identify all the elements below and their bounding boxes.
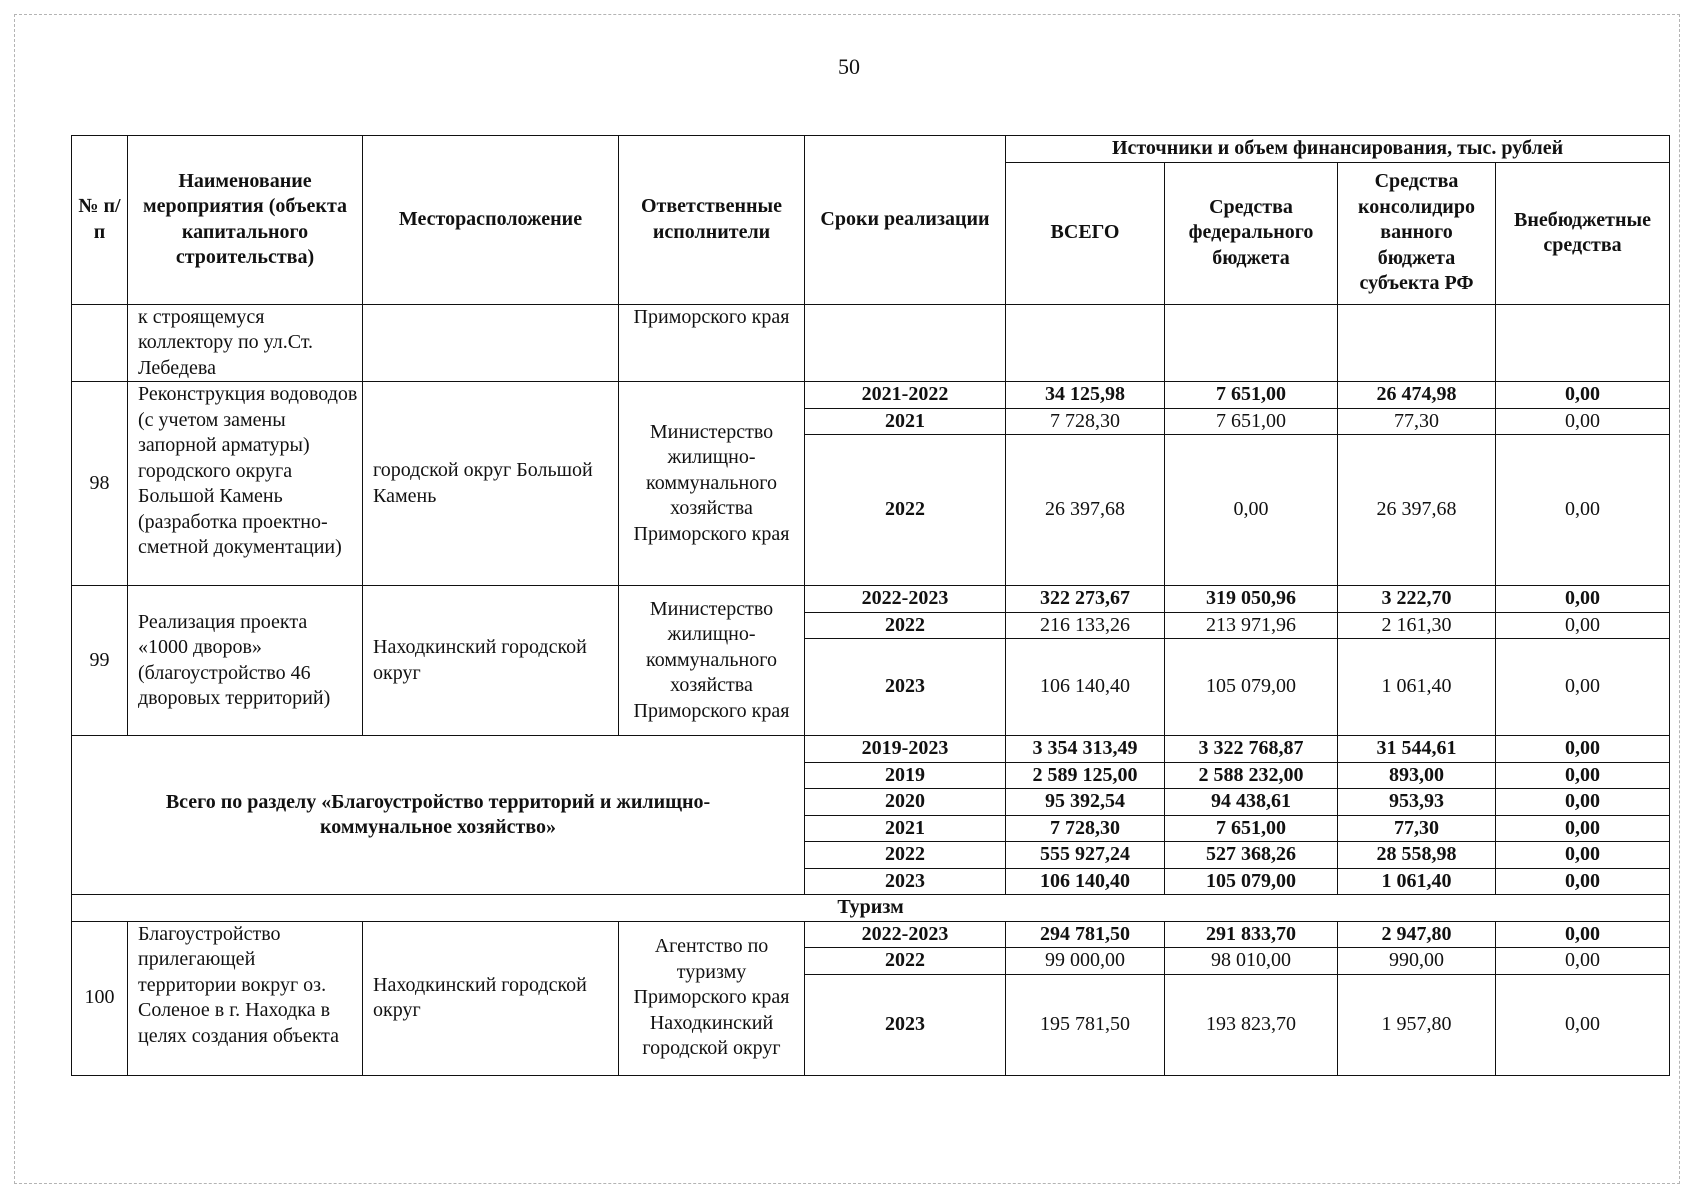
cell-federal: 291 833,70 <box>1165 921 1338 948</box>
cell-total: 7 728,30 <box>1006 408 1165 435</box>
cell-name: Реализация проекта «1000 дворов» (благоустройство 46 дворовых территорий) <box>128 586 363 736</box>
cell-federal: 213 971,96 <box>1165 612 1338 639</box>
cell-federal: 319 050,96 <box>1165 586 1338 613</box>
cell-consolidated: 26 474,98 <box>1338 382 1496 409</box>
cell-consolidated: 2 947,80 <box>1338 921 1496 948</box>
cell-consolidated: 26 397,68 <box>1338 435 1496 586</box>
cell-total <box>1006 304 1165 382</box>
cell-period: 2022 <box>805 842 1006 869</box>
cell-federal: 105 079,00 <box>1165 868 1338 895</box>
cell-num: 98 <box>72 382 128 586</box>
cell-total: 294 781,50 <box>1006 921 1165 948</box>
cell-total: 195 781,50 <box>1006 974 1165 1075</box>
cell-total: 216 133,26 <box>1006 612 1165 639</box>
table-row-99 <box>72 586 1670 613</box>
cell-num: 100 <box>72 921 128 1075</box>
cell-consolidated <box>1338 304 1496 382</box>
cell-total: 95 392,54 <box>1006 789 1165 816</box>
cell-period: 2023 <box>805 868 1006 895</box>
cell-federal: 7 651,00 <box>1165 815 1338 842</box>
cell-location: Находкинский городской округ <box>363 921 619 1075</box>
header-num: № п/п <box>72 136 128 305</box>
cell-federal: 7 651,00 <box>1165 382 1338 409</box>
cell-total: 34 125,98 <box>1006 382 1165 409</box>
cell-consolidated: 953,93 <box>1338 789 1496 816</box>
page-number: 50 <box>838 54 860 79</box>
cell-consolidated: 3 222,70 <box>1338 586 1496 613</box>
header-extra: Внебюджетные средства <box>1496 162 1670 304</box>
header-responsible: Ответственные исполнители <box>619 136 805 305</box>
header-federal: Средства федерального бюджета <box>1165 162 1338 304</box>
cell-location: городской округ Большой Камень <box>363 382 619 586</box>
cell-period: 2022-2023 <box>805 921 1006 948</box>
cell-total: 3 354 313,49 <box>1006 736 1165 763</box>
cell-consolidated: 77,30 <box>1338 408 1496 435</box>
cell-extra: 0,00 <box>1496 639 1670 736</box>
cell-total: 7 728,30 <box>1006 815 1165 842</box>
cell-extra: 0,00 <box>1496 815 1670 842</box>
cell-period <box>805 304 1006 382</box>
cell-federal: 3 322 768,87 <box>1165 736 1338 763</box>
cell-location: Находкинский городской округ <box>363 586 619 736</box>
cell-consolidated: 1 061,40 <box>1338 868 1496 895</box>
cell-extra: 0,00 <box>1496 789 1670 816</box>
cell-period: 2019-2023 <box>805 736 1006 763</box>
cell-period: 2020 <box>805 789 1006 816</box>
cell-num <box>72 304 128 382</box>
header-name: Наименование мероприятия (объекта капитального строительства) <box>128 136 363 305</box>
cell-consolidated: 893,00 <box>1338 762 1496 789</box>
cell-consolidated: 1 957,80 <box>1338 974 1496 1075</box>
cell-period: 2022 <box>805 612 1006 639</box>
cell-total: 322 273,67 <box>1006 586 1165 613</box>
cell-responsible: Агентство по туризму Приморского края Находкинский городской округ <box>619 921 805 1075</box>
header-period: Сроки реализации <box>805 136 1006 305</box>
table-row-continuation <box>72 304 1670 382</box>
cell-extra: 0,00 <box>1496 948 1670 975</box>
cell-total: 555 927,24 <box>1006 842 1165 869</box>
cell-federal <box>1165 304 1338 382</box>
header-consolidated: Средства консолидиро ванного бюджета субъекта РФ <box>1338 162 1496 304</box>
cell-num: 99 <box>72 586 128 736</box>
cell-name: Благоустройство прилегающей территории вокруг оз. Соленое в г. Находка в целях создания объекта <box>128 921 363 1075</box>
cell-responsible: Министерство жилищно-коммунального хозяйства Приморского края <box>619 586 805 736</box>
table-row-section-tourism <box>72 895 1670 922</box>
header-funding-group: Источники и объем финансирования, тыс. рублей <box>1006 136 1670 163</box>
cell-period: 2023 <box>805 639 1006 736</box>
cell-extra: 0,00 <box>1496 736 1670 763</box>
cell-federal: 193 823,70 <box>1165 974 1338 1075</box>
table-row-98 <box>72 382 1670 409</box>
cell-extra: 0,00 <box>1496 762 1670 789</box>
cell-name: к строящемуся коллектору по ул.Ст. Лебедева <box>128 304 363 382</box>
cell-total: 99 000,00 <box>1006 948 1165 975</box>
section-total-label: Всего по разделу «Благоустройство территорий и жилищно-коммунальное хозяйство» <box>72 736 805 895</box>
cell-period: 2019 <box>805 762 1006 789</box>
cell-location <box>363 304 619 382</box>
cell-federal: 105 079,00 <box>1165 639 1338 736</box>
cell-responsible: Министерство жилищно-коммунального хозяйства Приморского края <box>619 382 805 586</box>
cell-federal: 94 438,61 <box>1165 789 1338 816</box>
financing-table <box>71 135 1670 1076</box>
cell-federal: 527 368,26 <box>1165 842 1338 869</box>
cell-consolidated: 28 558,98 <box>1338 842 1496 869</box>
cell-extra: 0,00 <box>1496 868 1670 895</box>
cell-period: 2021 <box>805 408 1006 435</box>
cell-federal: 7 651,00 <box>1165 408 1338 435</box>
cell-period: 2021-2022 <box>805 382 1006 409</box>
cell-extra: 0,00 <box>1496 612 1670 639</box>
cell-extra <box>1496 304 1670 382</box>
cell-extra: 0,00 <box>1496 435 1670 586</box>
cell-period: 2021 <box>805 815 1006 842</box>
cell-federal: 0,00 <box>1165 435 1338 586</box>
cell-period: 2022 <box>805 435 1006 586</box>
cell-period: 2022 <box>805 948 1006 975</box>
cell-period: 2023 <box>805 974 1006 1075</box>
table-row-section-total <box>72 736 1670 763</box>
cell-extra: 0,00 <box>1496 408 1670 435</box>
cell-responsible: Приморского края <box>619 304 805 382</box>
cell-consolidated: 31 544,61 <box>1338 736 1496 763</box>
cell-federal: 2 588 232,00 <box>1165 762 1338 789</box>
header-location: Месторасположение <box>363 136 619 305</box>
cell-consolidated: 990,00 <box>1338 948 1496 975</box>
cell-extra: 0,00 <box>1496 842 1670 869</box>
cell-total: 106 140,40 <box>1006 868 1165 895</box>
cell-consolidated: 1 061,40 <box>1338 639 1496 736</box>
cell-extra: 0,00 <box>1496 382 1670 409</box>
cell-extra: 0,00 <box>1496 586 1670 613</box>
header-total: ВСЕГО <box>1006 162 1165 304</box>
cell-consolidated: 2 161,30 <box>1338 612 1496 639</box>
cell-federal: 98 010,00 <box>1165 948 1338 975</box>
cell-extra: 0,00 <box>1496 921 1670 948</box>
cell-period: 2022-2023 <box>805 586 1006 613</box>
cell-total: 106 140,40 <box>1006 639 1165 736</box>
cell-extra: 0,00 <box>1496 974 1670 1075</box>
cell-name: Реконструкция водоводов (с учетом замены запорной арматуры) городского округа Большой Камень (разработка проектно-сметной документации) <box>128 382 363 586</box>
cell-total: 26 397,68 <box>1006 435 1165 586</box>
cell-consolidated: 77,30 <box>1338 815 1496 842</box>
section-title: Туризм <box>72 895 1670 922</box>
table-row-100 <box>72 921 1670 948</box>
cell-total: 2 589 125,00 <box>1006 762 1165 789</box>
